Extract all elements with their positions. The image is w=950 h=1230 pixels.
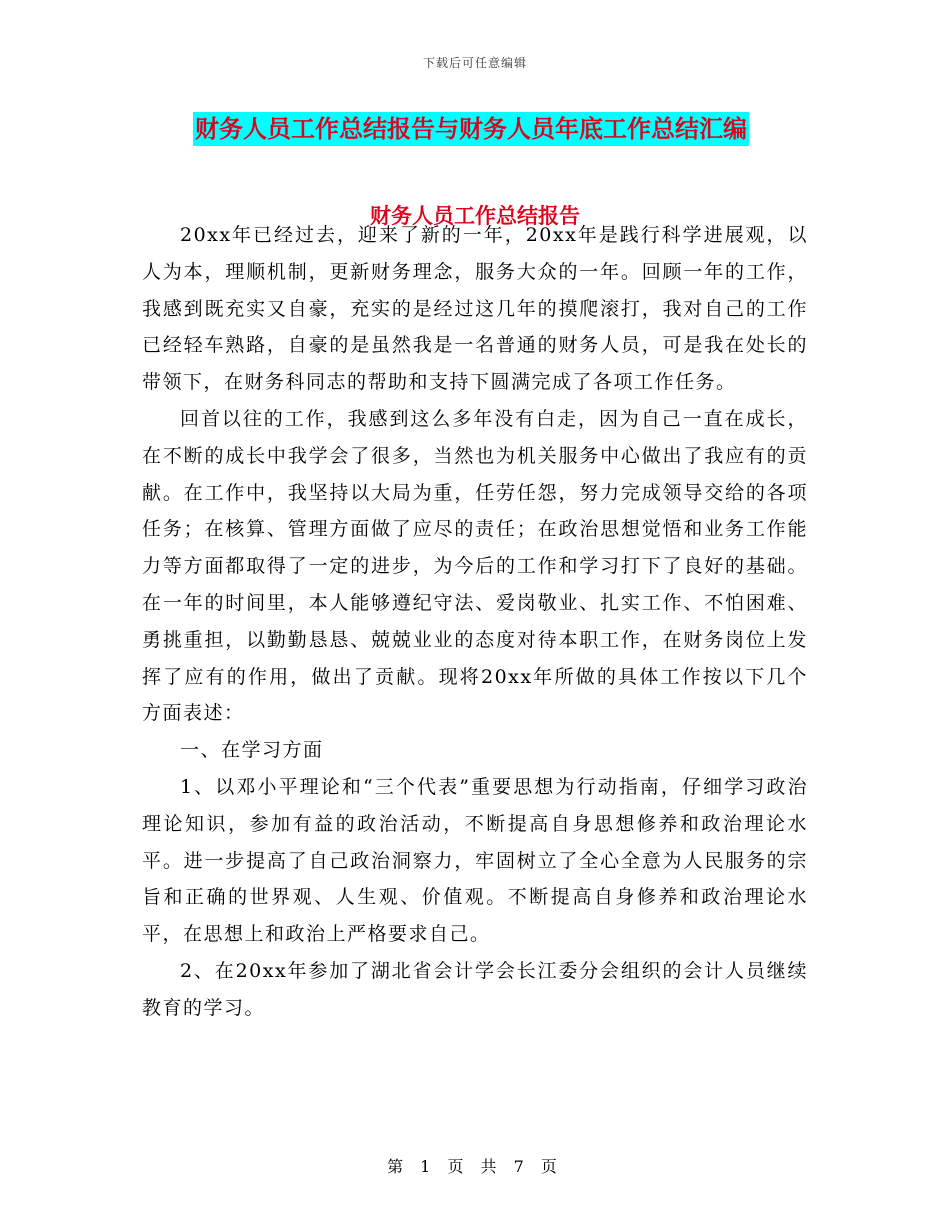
document-sub-title: 财务人员工作总结报告 (370, 204, 580, 228)
document-body (142, 217, 808, 1027)
paragraph-1: 20xx年已经过去，迎来了新的一年，20xx年是践行科学进展观，以人为本，理顺机制，更新财务理念，服务大众的一年。回顾一年的工作，我感到既充实又自豪，充实的是经过这几年的摸爬滚打，我对自己的工作已经轻车熟路，自豪的是虽然我是一名普通的财务人员，可是我在处长的带领下，在财务科同志的帮助和支持下圆满完成了各项工作任务。 (142, 224, 808, 394)
document-main-title: 财务人员工作总结报告与财务人员年底工作总结汇编 (193, 112, 749, 146)
paragraph-study-1: 1、以邓小平理论和“三个代表”重要思想为行动指南，仔细学习政治理论知识，参加有益的政治活动，不断提高自身思想修养和政治理论水平。进一步提高了自己政治洞察力，牢固树立了全心全意为人民服务的宗旨和正确的世界观、人生观、价值观。不断提高自身修养和政治理论水平，在思想上和政治上严格要求自己。 (142, 775, 808, 946)
header-note: 下载后可任意编辑 (422, 56, 527, 70)
paragraph-2: 回首以往的工作，我感到这么多年没有白走，因为自己一直在成长，在不断的成长中我学会了很多，当然也为机关服务中心做出了我应有的贡献。在工作中，我坚持以大局为重，任劳任怨，努力完成领导交给的各项任务；在核算、管理方面做了应尽的责任；在政治思想觉悟和业务工作能力等方面都取得了一定的进步，为今后的工作和学习打下了良好的基础。在一年的时间里，本人能够遵纪守法、爱岗敬业、扎实工作、不怕困难、勇挑重担，以勤勤恳恳、兢兢业业的态度对待本职工作，在财务岗位上发挥了应有的作用，做出了贡献。现将20xx年所做的具体工作按以下几个方面表述： (142, 407, 808, 725)
paragraph-study-2: 2、在20xx年参加了湖北省会计学会长江委分会组织的会计人员继续教育的学习。 (142, 959, 808, 1019)
page-number-footer: 第 1 页 共 7 页 (387, 1157, 563, 1176)
section-heading-study: 一、在学习方面 (180, 739, 324, 762)
